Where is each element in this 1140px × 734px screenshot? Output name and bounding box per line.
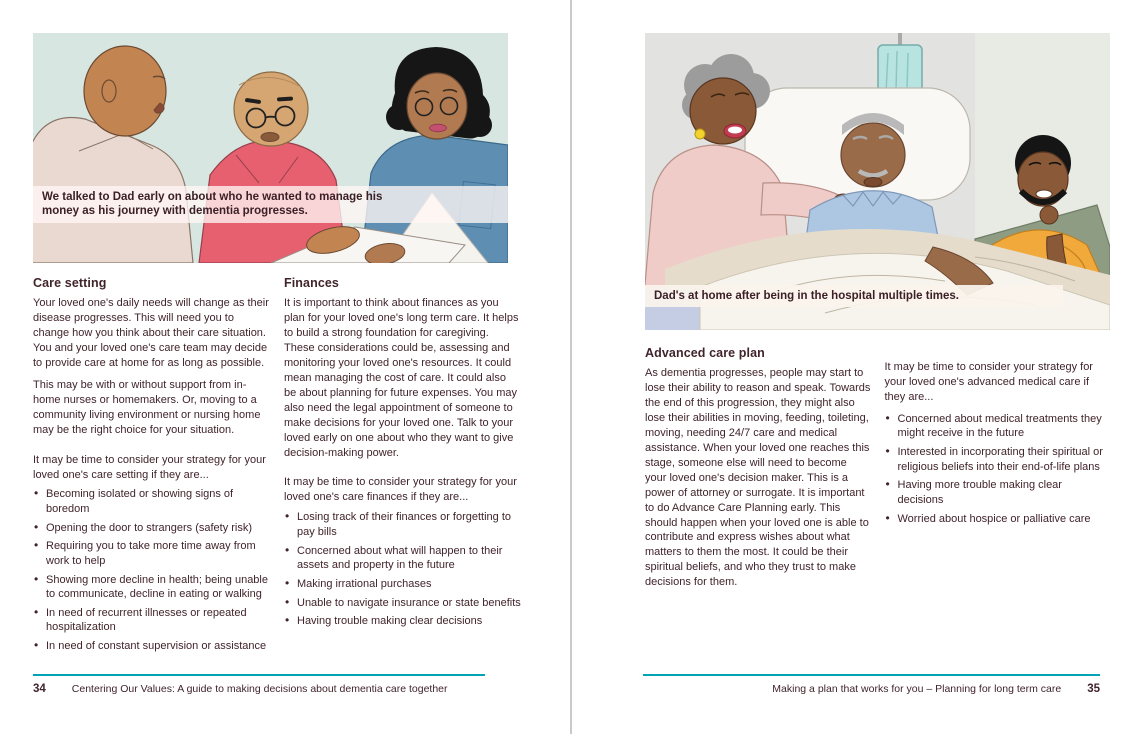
advanced-care-plan-heading: Advanced care plan: [645, 346, 765, 360]
advanced-care-list-intro: It may be time to consider your strategy for your loved one's advanced medical care if they are...: [884, 361, 1093, 403]
footer-right: [643, 683, 1100, 695]
illustration-caption-left-text: We talked to Dad early on about who he wanted to manage his money as his journey with dementia progresses.: [42, 191, 383, 218]
list-item: • Losing track of their finances or forgetting to pay bills: [284, 510, 521, 539]
advanced-care-plan-column: [645, 346, 871, 597]
care-setting-heading: Care setting: [33, 276, 107, 290]
finances-column: [284, 276, 521, 658]
page-gutter-divider: [570, 0, 572, 734]
left-page-columns: [33, 276, 521, 658]
footer-rule-left: [33, 674, 485, 676]
care-setting-bullet-list: [33, 487, 270, 653]
advanced-care-plan-list-column: [885, 346, 1111, 597]
list-item: • Opening the door to strangers (safety risk): [33, 521, 270, 536]
illustration-caption-left: [33, 186, 508, 223]
footer-title-left: Centering Our Values: A guide to making decisions about dementia care together: [71, 683, 448, 695]
finances-paragraph: It is important to think about finances as you plan for your loved one's long term care. It helps to build a strong foundation for caregiving. These considerations could be, assessing and monitoring your loved one's resources. It could mean managing the cost of care. It could also be about planning for future expenses. You may also need the legal appointment of someone to make decisions for your loved one. Talk to your loved early on one about who they want to give decision-making power.: [284, 297, 519, 459]
right-page-columns: [645, 346, 1110, 597]
page-number-35: 35: [1087, 683, 1100, 695]
advanced-care-bullet-list: [885, 412, 1111, 526]
care-setting-paragraph-2: This may be with or without support from in-home nurses or homemakers. Or, moving to a community living environment or nursing home may be the right choice for your situation.: [33, 378, 261, 436]
finances-bullet-list: [284, 510, 521, 628]
care-setting-column: [33, 276, 270, 658]
family-discussion-scene: [33, 33, 508, 263]
list-item: • Making irrational purchases: [284, 577, 521, 592]
illustration-caption-right-text: Dad's at home after being in the hospital multiple times.: [654, 290, 959, 302]
family-discussion-illustration: [33, 33, 508, 263]
list-item: • Concerned about medical treatments they might receive in the future: [885, 412, 1111, 441]
care-setting-paragraph-1: Your loved one's daily needs will change as their disease progresses. This will need you to change how you think about their care situation. You and your loved one's care team may decide to provide care at home for as long as possible.: [33, 297, 269, 369]
list-item: • Interested in incorporating their spiritual or religious beliefs into their end-of-life plans: [885, 445, 1111, 474]
list-item: • Showing more decline in health; being unable to communicate, decline in eating or walking: [33, 573, 270, 602]
list-item: • Worried about hospice or palliative care: [885, 512, 1111, 527]
footer-rule-right: [643, 674, 1100, 676]
care-setting-list-intro: It may be time to consider your strategy for your loved one's care setting if they are...: [33, 453, 266, 481]
finances-heading: Finances: [284, 276, 339, 290]
hospital-visit-illustration: [645, 33, 1110, 330]
list-item: • Unable to navigate insurance or state benefits: [284, 596, 521, 611]
booklet-page-35: [572, 0, 1140, 734]
list-item: • Having more trouble making clear decisions: [885, 478, 1111, 507]
list-item: • In need of constant supervision or assistance: [33, 639, 270, 654]
list-item: • Becoming isolated or showing signs of boredom: [33, 487, 270, 516]
list-item: • Concerned about what will happen to their assets and property in the future: [284, 544, 521, 573]
illustration-caption-right: [645, 285, 1063, 307]
footer-title-right: Making a plan that works for you – Planning for long term care: [772, 683, 1062, 695]
footer-left: [33, 683, 485, 695]
list-item: • Requiring you to take more time away from work to help: [33, 539, 270, 568]
page-number-34: 34: [33, 683, 46, 695]
finances-list-intro: It may be time to consider your strategy for your loved one's care finances if they are...: [284, 476, 517, 504]
list-item: • Having trouble making clear decisions: [284, 614, 521, 629]
advanced-care-plan-paragraph: As dementia progresses, people may start to lose their ability to reason and speak. Towards the end of this progression, they might also lose their abilities in moving, feeding, toileting, moving, needing 24/7 care and medical assistance. When your loved one reaches this stage, someone else will need to become your loved one's decision maker. This is a power of attorney or surrogate. It is important to do Advance Care Planning early. This should happen when your loved one is able to contribute and express wishes about what matters to them the most. It could be their spiritual beliefs, and who they trust to make decisions for them.: [645, 367, 871, 589]
list-item: • In need of recurrent illnesses or repeated hospitalization: [33, 606, 270, 635]
